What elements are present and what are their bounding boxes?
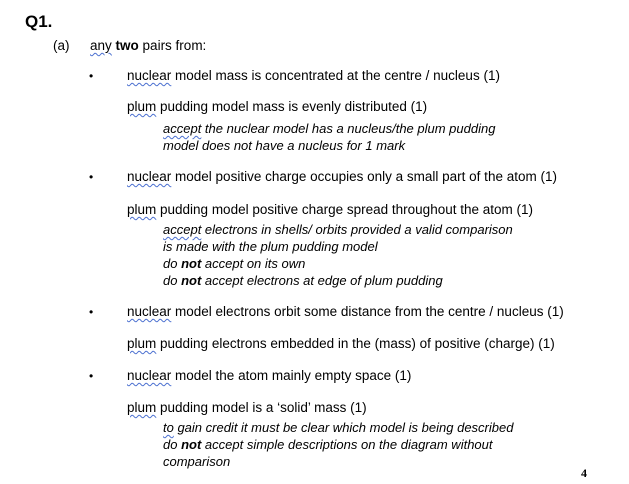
nuclear-text: model mass is concentrated at the centre / nucleus (1) bbox=[171, 68, 500, 83]
nuclear-line-4 bbox=[127, 368, 411, 383]
nuclear-line-3 bbox=[127, 304, 564, 319]
intro-rest: pairs from: bbox=[138, 38, 207, 53]
plum-word: plum bbox=[127, 99, 157, 114]
plum-word: plum bbox=[127, 202, 157, 217]
note-line: accept electrons in shells/ orbits provided a valid comparison bbox=[163, 222, 513, 237]
plum-text: pudding electrons embedded in the (mass) of positive (charge) (1) bbox=[156, 336, 555, 351]
nuclear-line-1 bbox=[127, 68, 500, 83]
note-line: model does not have a nucleus for 1 mark bbox=[163, 138, 406, 153]
note-line: do not accept simple descriptions on the diagram without bbox=[163, 437, 493, 452]
nuclear-text: model electrons orbit some distance from the centre / nucleus (1) bbox=[171, 304, 564, 319]
marks-total: 4 bbox=[581, 466, 587, 480]
plum-text: pudding model is a ‘solid’ mass (1) bbox=[156, 400, 367, 415]
intro-bold: two bbox=[115, 38, 139, 53]
plum-line-2 bbox=[127, 202, 533, 217]
bullet-3: • bbox=[89, 305, 94, 319]
part-label: (a) bbox=[53, 38, 70, 53]
note-line: to gain credit it must be clear which model is being described bbox=[163, 420, 514, 435]
note-line: is made with the plum pudding model bbox=[163, 239, 378, 254]
bullet-4: • bbox=[89, 369, 94, 383]
note-line: accept the nuclear model has a nucleus/the plum pudding bbox=[163, 121, 496, 136]
question-number: Q1. bbox=[25, 12, 53, 31]
plum-word: plum bbox=[127, 400, 157, 415]
nuclear-word: nuclear bbox=[127, 169, 172, 184]
plum-line-4 bbox=[127, 400, 367, 415]
plum-word: plum bbox=[127, 336, 157, 351]
nuclear-word: nuclear bbox=[127, 68, 172, 83]
plum-text: pudding model positive charge spread throughout the atom (1) bbox=[156, 202, 533, 217]
bullet-2: • bbox=[89, 170, 94, 184]
plum-line-1 bbox=[127, 99, 427, 114]
note-line: do not accept electrons at edge of plum pudding bbox=[163, 273, 443, 288]
nuclear-word: nuclear bbox=[127, 368, 172, 383]
note-line: comparison bbox=[163, 454, 231, 469]
nuclear-line-2 bbox=[127, 169, 557, 184]
nuclear-word: nuclear bbox=[127, 304, 172, 319]
nuclear-text: model positive charge occupies only a small part of the atom (1) bbox=[171, 169, 557, 184]
plum-line-3 bbox=[127, 336, 555, 351]
nuclear-text: model the atom mainly empty space (1) bbox=[171, 368, 412, 383]
intro-line bbox=[90, 38, 206, 53]
plum-text: pudding model mass is evenly distributed (1) bbox=[156, 99, 428, 114]
note-line: do not accept on its own bbox=[163, 256, 306, 271]
bullet-1: • bbox=[89, 69, 94, 83]
intro-lead: any bbox=[90, 38, 112, 53]
